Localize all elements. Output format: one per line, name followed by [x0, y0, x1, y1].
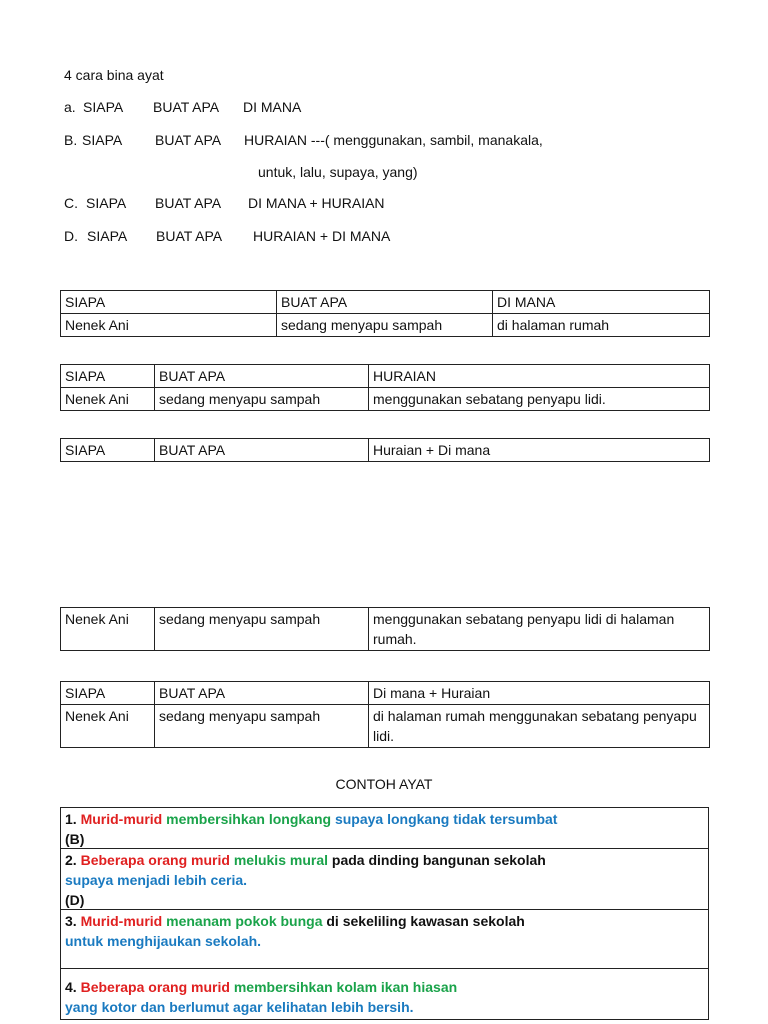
pattern-b-continuation: untuk, lalu, supaya, yang) [258, 164, 418, 180]
pattern-d-huraian-di-mana: HURAIAN + DI MANA [253, 228, 391, 244]
table-header-row [61, 682, 710, 705]
contoh-ayat-title: CONTOH AYAT [335, 776, 433, 792]
cell-huraian-di-mana: menggunakan sebatang penyapu lidi di halaman rumah. [369, 608, 710, 651]
example-di-mana: pada dinding bangunan sekolah [331, 852, 546, 868]
pattern-b-label: B. [64, 132, 78, 148]
example-row-3 [61, 910, 708, 969]
pattern-d-buat-apa: BUAT APA [156, 228, 223, 244]
example-number: 1. [65, 811, 77, 827]
header-buat-apa: BUAT APA [155, 365, 369, 388]
header-di-mana-huraian: Di mana + Huraian [369, 682, 710, 705]
pattern-b-siapa: SIAPA [82, 132, 123, 148]
pattern-c-di-mana-huraian: DI MANA + HURAIAN [248, 195, 385, 211]
cell-buat-apa: sedang menyapu sampah [155, 705, 369, 748]
cell-huraian: menggunakan sebatang penyapu lidi. [369, 388, 710, 411]
pattern-a-label: a. [64, 99, 76, 115]
example-number: 3. [65, 913, 77, 929]
pattern-d-siapa: SIAPA [87, 228, 128, 244]
example-buat-apa: melukis mural [233, 852, 328, 868]
example-huraian: untuk menghijaukan sekolah. [65, 933, 262, 949]
table-siapa-buat-apa-huraian [60, 364, 710, 411]
example-row-1 [61, 808, 708, 849]
example-number: 2. [65, 852, 77, 868]
table-siapa-buat-apa-di-mana [60, 290, 710, 337]
header-siapa: SIAPA [61, 291, 277, 314]
example-huraian: supaya menjadi lebih ceria. [65, 872, 248, 888]
header-huraian: HURAIAN [369, 365, 710, 388]
example-buat-apa: membersihkan kolam ikan hiasan [233, 979, 458, 995]
example-siapa: Murid-murid [80, 811, 163, 827]
table-example-huraian-di-mana [60, 607, 710, 651]
table-siapa-buat-apa-di-mana-huraian [60, 681, 710, 748]
example-buat-apa: menanam pokok bunga [166, 913, 323, 929]
pattern-c-siapa: SIAPA [86, 195, 127, 211]
table-row [61, 608, 710, 651]
example-siapa: Beberapa orang murid [80, 852, 230, 868]
cell-buat-apa: sedang menyapu sampah [277, 314, 493, 337]
header-di-mana: DI MANA [493, 291, 710, 314]
intro-heading: 4 cara bina ayat [64, 67, 164, 83]
cell-buat-apa: sedang menyapu sampah [155, 388, 369, 411]
example-di-mana: di sekeliling kawasan sekolah [326, 913, 525, 929]
cell-siapa: Nenek Ani [61, 314, 277, 337]
pattern-c-buat-apa: BUAT APA [155, 195, 222, 211]
example-type: (D) [65, 892, 85, 908]
pattern-b-buat-apa: BUAT APA [155, 132, 222, 148]
cell-siapa: Nenek Ani [61, 608, 155, 651]
table-row [61, 314, 710, 337]
cell-di-mana-huraian: di halaman rumah menggunakan sebatang penyapu lidi. [369, 705, 710, 748]
example-row-2 [61, 849, 708, 910]
cell-buat-apa: sedang menyapu sampah [155, 608, 369, 651]
table-header-row [61, 365, 710, 388]
example-siapa: Murid-murid [80, 913, 163, 929]
header-siapa: SIAPA [61, 439, 155, 462]
cell-siapa: Nenek Ani [61, 388, 155, 411]
table-row [61, 705, 710, 748]
cell-siapa: Nenek Ani [61, 705, 155, 748]
header-siapa: SIAPA [61, 365, 155, 388]
pattern-b-huraian: HURAIAN ---( menggunakan, sambil, manakala, [244, 132, 543, 148]
header-buat-apa: BUAT APA [155, 439, 369, 462]
pattern-a-buat-apa: BUAT APA [153, 99, 220, 115]
example-huraian: supaya longkang tidak tersumbat [334, 811, 558, 827]
example-row-4 [61, 969, 708, 1019]
table-header-row [61, 439, 710, 462]
contoh-ayat-box [60, 807, 709, 1020]
header-siapa: SIAPA [61, 682, 155, 705]
example-huraian: yang kotor dan berlumut agar kelihatan lebih bersih. [65, 999, 414, 1015]
example-siapa: Beberapa orang murid [80, 979, 230, 995]
example-number: 4. [65, 979, 77, 995]
pattern-a-siapa: SIAPA [83, 99, 124, 115]
pattern-d-label: D. [64, 228, 78, 244]
example-type: (B) [65, 831, 85, 847]
example-buat-apa: membersihkan longkang [166, 811, 332, 827]
header-huraian-di-mana: Huraian + Di mana [369, 439, 710, 462]
table-row [61, 388, 710, 411]
pattern-c-label: C. [64, 195, 78, 211]
table-siapa-buat-apa-huraian-di-mana [60, 438, 710, 462]
cell-di-mana: di halaman rumah [493, 314, 710, 337]
pattern-a-di-mana: DI MANA [243, 99, 302, 115]
header-buat-apa: BUAT APA [155, 682, 369, 705]
header-buat-apa: BUAT APA [277, 291, 493, 314]
table-header-row [61, 291, 710, 314]
